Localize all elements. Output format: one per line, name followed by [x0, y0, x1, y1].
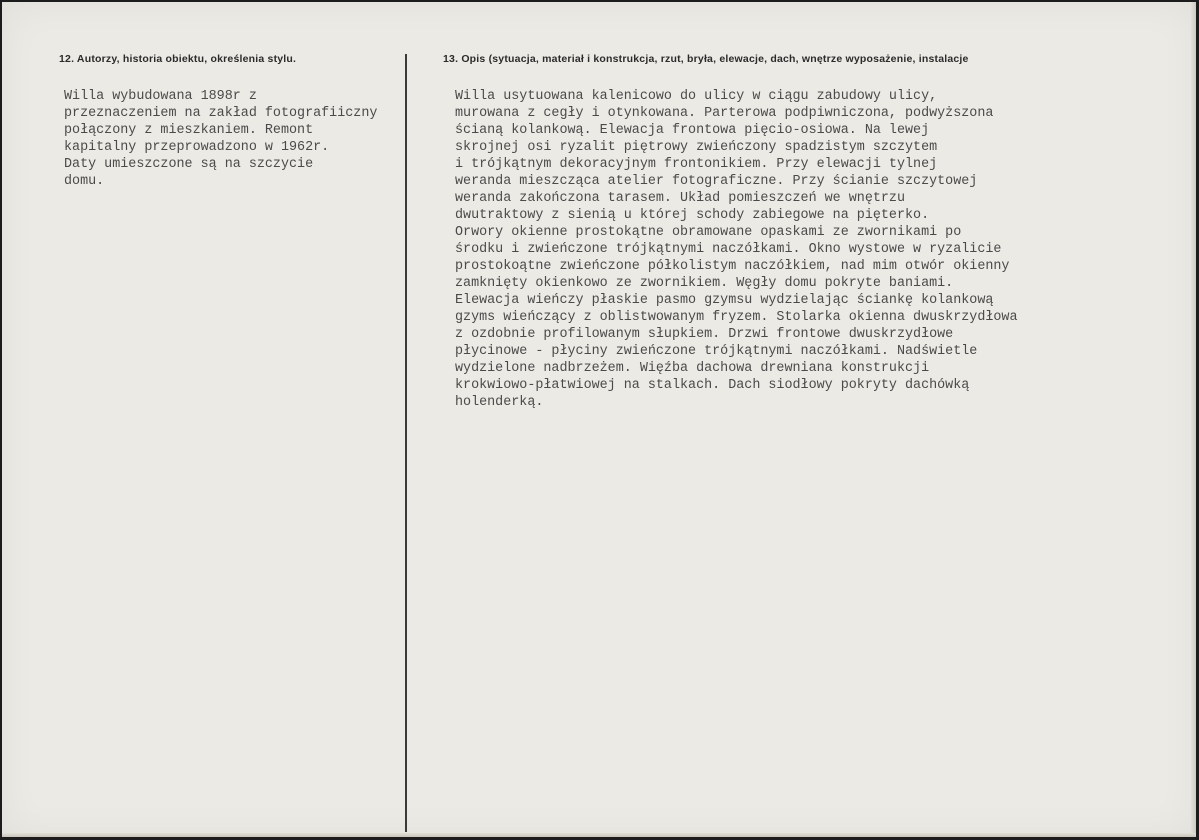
section-12-heading: 12. Autorzy, historia obiektu, określenia stylu.: [59, 53, 297, 65]
document-card: [2, 2, 1196, 837]
section-13-text: Willa usytuowana kalenicowo do ulicy w ciągu zabudowy ulicy, murowana z cegły i otynkowana. Parterowa podpiwniczona, podwyższona ścianą kolankową. Elewacja frontowa pięcio-osiowa. Na lewej skrojnej osi ryzalit piętrowy zwieńczony spadzistym szczytem i trójkątnym dekoracyjnym frontonikiem. Przy elewacji tylnej weranda mieszcząca atelier fotograficzne. Przy ścianie szczytowej weranda zakończona tarasem. Układ pomieszczeń we wnętrzu dwutraktowy z sienią u której schody zabiegowe na pięterko. Orwory okienne prostokątne obramowane opaskami ze zwornikami po środku i zwieńczone trójkątnymi naczółkami. Okno wystowe w ryzalicie prostokoątne zwieńczone półkolistym naczółkiem, nad mim otwór okienny zamknięty okienkowo ze zwornikiem. Węgły domu pokryte baniami. Elewacja wieńczy płaskie pasmo gzymsu wydzielając ściankę kolankową gzyms wieńczący z oblistwowanym fryzem. Stolarka okienna dwuskrzydłowa z ozdobnie profilowanym słupkiem. Drzwi frontowe dwuskrzydłowe płycinowe - płyciny zwieńczone trójkątnymi naczółkami. Nadświetle wydzielone nadbrzeżem. Więźba dachowa drewniana konstrukcji krokwiowo-płatwiowej na stalkach. Dach siodłowy pokryty dachówką holenderką.: [455, 89, 1018, 410]
card-edge-bottom: [2, 833, 1196, 837]
card-edge-right: [1191, 2, 1196, 837]
column-divider: [405, 54, 407, 832]
section-12-text: Willa wybudowana 1898r z przeznaczeniem na zakład fotografiiczny połączony z mieszkaniem. Remont kapitalny przeprowadzono w 1962r. Daty umieszczone są na szczycie domu.: [64, 89, 378, 189]
section-13-heading: 13. Opis (sytuacja, materiał i konstrukcja, rzut, bryła, elewacje, dach, wnętrze wyposażenie, instalacje: [443, 53, 969, 65]
